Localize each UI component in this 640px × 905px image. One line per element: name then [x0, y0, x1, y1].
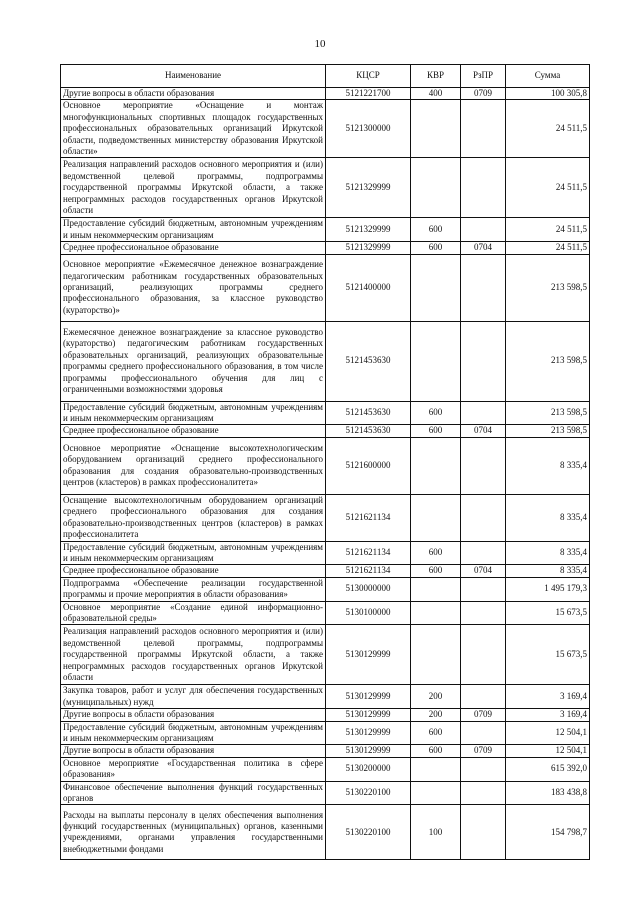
cell-sum: 15 673,5: [506, 601, 590, 625]
cell-sum: 24 511,5: [506, 100, 590, 158]
cell-code: 5121400000: [326, 254, 411, 321]
cell-sum: 8 335,4: [506, 541, 590, 565]
cell-sum: 1 495 179,3: [506, 577, 590, 601]
cell-rzpr: [461, 601, 506, 625]
table-row: [61, 100, 590, 158]
cell-rzpr: [461, 100, 506, 158]
cell-kvr: [411, 494, 461, 541]
cell-kvr: [411, 601, 461, 625]
cell-sum: 213 598,5: [506, 425, 590, 437]
cell-sum: 615 392,0: [506, 757, 590, 781]
cell-rzpr: [461, 685, 506, 709]
cell-name: Предоставление субсидий бюджетным, автономным учреждениям и иным некоммерческим организациям: [61, 541, 326, 565]
cell-code: 5130000000: [326, 577, 411, 601]
table-row: [61, 565, 590, 577]
table-row: [61, 721, 590, 745]
cell-kvr: 600: [411, 218, 461, 242]
cell-kvr: 200: [411, 685, 461, 709]
cell-name: Основное мероприятие «Оснащение и монтаж многофункциональных спортивных площадок государственных профессиональных образовательных организаций Иркутской области, подведомственных министерству образования Иркутской области»: [61, 100, 326, 158]
cell-code: 5130129999: [326, 709, 411, 721]
cell-kvr: 600: [411, 242, 461, 254]
cell-kvr: 100: [411, 805, 461, 860]
table-row: [61, 321, 590, 401]
cell-rzpr: [461, 805, 506, 860]
table-row: [61, 401, 590, 425]
cell-kvr: [411, 100, 461, 158]
cell-sum: 213 598,5: [506, 401, 590, 425]
cell-rzpr: 0704: [461, 565, 506, 577]
cell-kvr: [411, 625, 461, 685]
cell-code: 5130129999: [326, 685, 411, 709]
cell-sum: 3 169,4: [506, 709, 590, 721]
cell-kvr: 600: [411, 541, 461, 565]
cell-rzpr: 0709: [461, 709, 506, 721]
cell-kvr: 600: [411, 565, 461, 577]
cell-kvr: [411, 781, 461, 805]
cell-kvr: [411, 158, 461, 218]
table-row: [61, 577, 590, 601]
cell-rzpr: [461, 625, 506, 685]
cell-code: 5130220100: [326, 781, 411, 805]
cell-code: 5121329999: [326, 242, 411, 254]
cell-rzpr: [461, 218, 506, 242]
cell-name: Реализация направлений расходов основного мероприятия и (или) ведомственной целевой программы, подпрограммы государственной программы Иркутской области, а также непрограммных расходов государственных органов Иркутской области: [61, 158, 326, 218]
cell-name: Основное мероприятие «Государственная политика в сфере образования»: [61, 757, 326, 781]
cell-name: Другие вопросы в области образования: [61, 745, 326, 757]
table-row: [61, 601, 590, 625]
cell-code: 5130129999: [326, 745, 411, 757]
cell-sum: 8 335,4: [506, 494, 590, 541]
cell-rzpr: 0709: [461, 745, 506, 757]
cell-sum: 15 673,5: [506, 625, 590, 685]
cell-code: 5130129999: [326, 625, 411, 685]
table-row: [61, 242, 590, 254]
header-sum: Сумма: [506, 65, 590, 88]
cell-rzpr: 0704: [461, 242, 506, 254]
cell-code: 5121621134: [326, 541, 411, 565]
cell-rzpr: [461, 541, 506, 565]
cell-kvr: 600: [411, 425, 461, 437]
cell-rzpr: 0704: [461, 425, 506, 437]
cell-kvr: [411, 254, 461, 321]
cell-code: 5121453630: [326, 321, 411, 401]
cell-rzpr: [461, 494, 506, 541]
cell-name: Среднее профессиональное образование: [61, 242, 326, 254]
cell-name: Другие вопросы в области образования: [61, 709, 326, 721]
cell-code: 5121329999: [326, 218, 411, 242]
cell-name: Оснащение высокотехнологичным оборудованием организаций среднего профессионального образования для создания образовательно-производственных центров (кластеров) в рамках профессионалитета: [61, 494, 326, 541]
cell-name: Закупка товаров, работ и услуг для обеспечения государственных (муниципальных) нужд: [61, 685, 326, 709]
table-row: [61, 625, 590, 685]
cell-rzpr: [461, 577, 506, 601]
cell-name: Предоставление субсидий бюджетным, автономным учреждениям и иным некоммерческим организациям: [61, 218, 326, 242]
cell-rzpr: [461, 781, 506, 805]
cell-rzpr: [461, 757, 506, 781]
cell-kvr: 600: [411, 721, 461, 745]
table-row: [61, 757, 590, 781]
header-name: Наименование: [61, 65, 326, 88]
cell-name: Финансовое обеспечение выполнения функций государственных органов: [61, 781, 326, 805]
table-row: [61, 218, 590, 242]
cell-sum: 154 798,7: [506, 805, 590, 860]
table-row: [61, 158, 590, 218]
cell-name: Основное мероприятие «Создание единой информационно-образовательной среды»: [61, 601, 326, 625]
cell-code: 5121621134: [326, 565, 411, 577]
cell-name: Ежемесячное денежное вознаграждение за классное руководство (кураторство) педагогическим работникам государственных образовательных организаций, реализующих образовательные программы среднего профессионального образования, в том числе программы профессионального обучения для лиц с ограниченными возможностями здоровья: [61, 321, 326, 401]
cell-code: 5121221700: [326, 88, 411, 100]
cell-kvr: [411, 321, 461, 401]
table-row: [61, 805, 590, 860]
cell-kvr: 600: [411, 401, 461, 425]
header-code: КЦСР: [326, 65, 411, 88]
table-header-row: [61, 65, 590, 88]
cell-sum: 3 169,4: [506, 685, 590, 709]
cell-code: 5121621134: [326, 494, 411, 541]
cell-kvr: 200: [411, 709, 461, 721]
cell-rzpr: 0709: [461, 88, 506, 100]
cell-code: 5121453630: [326, 401, 411, 425]
cell-sum: 213 598,5: [506, 321, 590, 401]
table-row: [61, 494, 590, 541]
cell-rzpr: [461, 721, 506, 745]
table-row: [61, 781, 590, 805]
cell-code: 5121300000: [326, 100, 411, 158]
cell-name: Среднее профессиональное образование: [61, 425, 326, 437]
cell-sum: 8 335,4: [506, 565, 590, 577]
cell-code: 5121329999: [326, 158, 411, 218]
cell-sum: 24 511,5: [506, 218, 590, 242]
cell-name: Расходы на выплаты персоналу в целях обеспечения выполнения функций государственных (муниципальных) органов, казенными учреждениями, органами управления государственными внебюджетными фондами: [61, 805, 326, 860]
table-row: [61, 437, 590, 494]
cell-kvr: [411, 757, 461, 781]
header-rzpr: РзПР: [461, 65, 506, 88]
cell-code: 5130129999: [326, 721, 411, 745]
cell-sum: 183 438,8: [506, 781, 590, 805]
table-row: [61, 541, 590, 565]
cell-name: Среднее профессиональное образование: [61, 565, 326, 577]
cell-sum: 12 504,1: [506, 721, 590, 745]
cell-kvr: [411, 577, 461, 601]
cell-code: 5121453630: [326, 425, 411, 437]
budget-table: [60, 64, 590, 860]
cell-sum: 24 511,5: [506, 242, 590, 254]
cell-kvr: 600: [411, 745, 461, 757]
header-kvr: КВР: [411, 65, 461, 88]
cell-sum: 24 511,5: [506, 158, 590, 218]
cell-kvr: 400: [411, 88, 461, 100]
cell-name: Основное мероприятие «Оснащение высокотехнологическим оборудованием организаций среднего профессионального образования для создания образовательно-производственных центров (кластеров) в рамках профессионалитета»: [61, 437, 326, 494]
cell-sum: 213 598,5: [506, 254, 590, 321]
cell-code: 5130220100: [326, 805, 411, 860]
cell-kvr: [411, 437, 461, 494]
table-row: [61, 88, 590, 100]
cell-rzpr: [461, 437, 506, 494]
cell-name: Предоставление субсидий бюджетным, автономным учреждениям и иным некоммерческим организациям: [61, 721, 326, 745]
cell-code: 5130100000: [326, 601, 411, 625]
cell-code: 5130200000: [326, 757, 411, 781]
page-number: 10: [314, 38, 326, 50]
cell-rzpr: [461, 254, 506, 321]
cell-sum: 12 504,1: [506, 745, 590, 757]
table-row: [61, 425, 590, 437]
cell-name: Предоставление субсидий бюджетным, автономным учреждениям и иным некоммерческим организациям: [61, 401, 326, 425]
cell-rzpr: [461, 158, 506, 218]
cell-name: Основное мероприятие «Ежемесячное денежное вознаграждение педагогическим работникам государственных образовательных организаций, реализующих программы среднего профессионального образования, за классное руководство (кураторство)»: [61, 254, 326, 321]
table-row: [61, 709, 590, 721]
table-row: [61, 685, 590, 709]
table-row: [61, 745, 590, 757]
cell-sum: 8 335,4: [506, 437, 590, 494]
cell-sum: 100 305,8: [506, 88, 590, 100]
cell-name: Подпрограмма «Обеспечение реализации государственной программы и прочие мероприятия в области образования»: [61, 577, 326, 601]
cell-rzpr: [461, 401, 506, 425]
cell-name: Другие вопросы в области образования: [61, 88, 326, 100]
cell-rzpr: [461, 321, 506, 401]
table-row: [61, 254, 590, 321]
cell-code: 5121600000: [326, 437, 411, 494]
cell-name: Реализация направлений расходов основного мероприятия и (или) ведомственной целевой программы, подпрограммы государственной программы Иркутской области, а также непрограммных расходов государственных органов Иркутской области: [61, 625, 326, 685]
